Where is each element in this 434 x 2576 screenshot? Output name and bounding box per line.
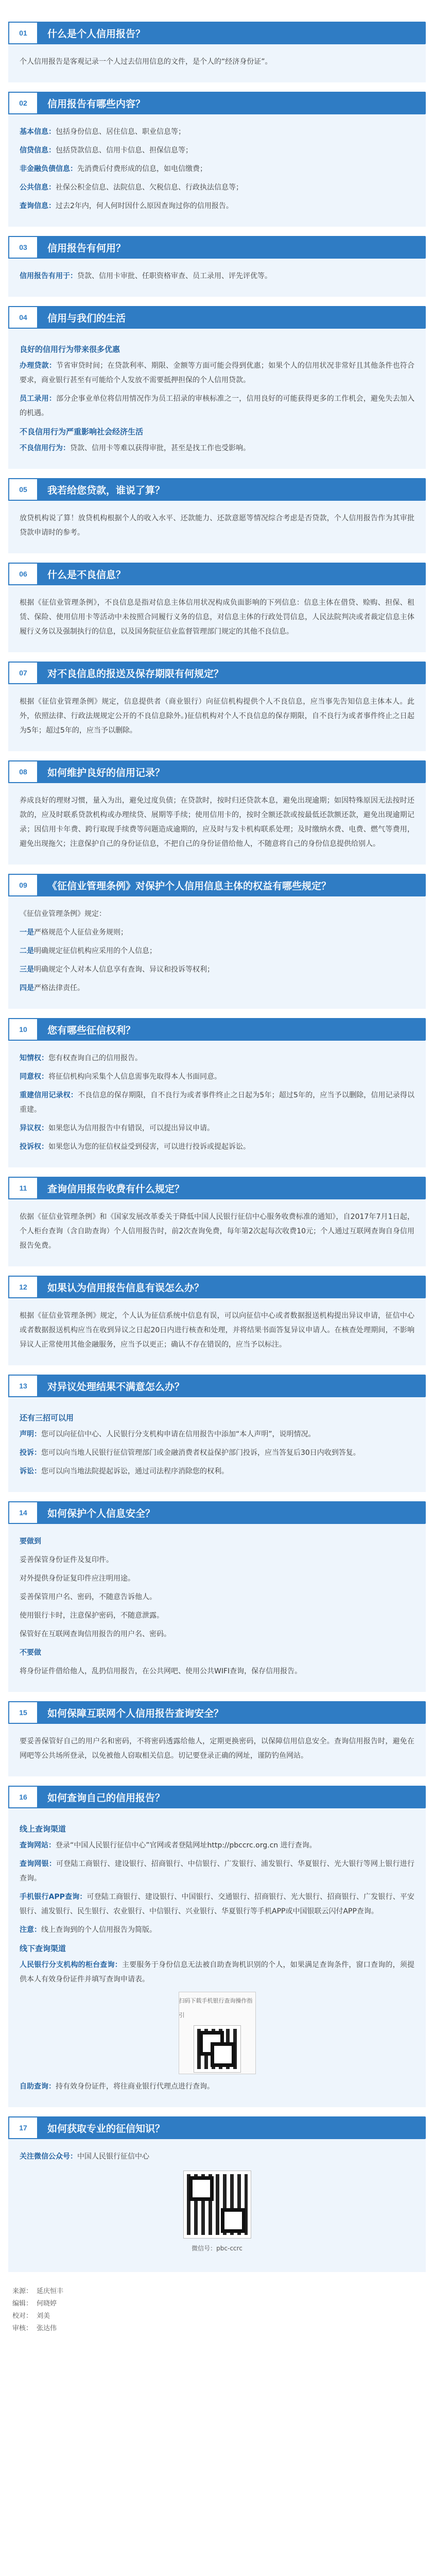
- paragraph: 养成良好的理财习惯，量入为出，避免过度负债；在贷款时，按时归还贷款本息，避免出现逾期；如因特殊原因无法按时还款的，应及时联系贷款机构或办理续贷、展期等手续；使用信用卡的，按时全额还款或按最低还款额还款，避免出现逾期记录；因信用卡年费、跨行取现手续费等问题造成逾期的，应及时与发卡机构联系处理；及时缴纳水费、电费、燃气等费用，避免出现拖欠；注意保护自己的身份证信息，不把自己的身份证借给他人，不随意将自己的身份信息提供给别人。: [20, 796, 414, 848]
- term-label: 投诉权：: [20, 1143, 48, 1151]
- qr-caption: 微信号：pbc-ccrc: [192, 2245, 242, 2252]
- section-header: [8, 1177, 426, 1199]
- section-header: [8, 478, 426, 501]
- section-body: [8, 1298, 426, 1365]
- paragraph: [20, 1923, 414, 1937]
- section-title: 如何获取专业的征信知识？: [47, 2123, 165, 2134]
- paragraph: [20, 1958, 414, 1987]
- paragraph: [20, 1121, 414, 1136]
- article-footer: [8, 2285, 426, 2335]
- section-body: [8, 501, 426, 553]
- section-01: [8, 22, 426, 82]
- term-text: 严格规范个人征信业务规则；: [34, 928, 128, 937]
- term-label: 声明：: [20, 1430, 41, 1438]
- app-guide-caption: 扫码下载手机银行查询操作指引: [179, 1997, 253, 2019]
- section-title: 信用与我们的生活: [47, 313, 126, 324]
- section-number: 01: [8, 22, 38, 44]
- term-label: 基本信息：: [20, 128, 56, 136]
- section-body: [8, 1199, 426, 1266]
- section-title: 我若给您贷款，谁说了算？: [47, 485, 165, 496]
- term-text: 登录“中国人民银行征信中心”官网或者登陆网址http://pbccrc.org.cn 进行查询。: [56, 1841, 317, 1850]
- section-number: 03: [8, 236, 38, 259]
- footer-line: [12, 2323, 426, 2335]
- paragraph: [20, 125, 414, 139]
- paragraph: [20, 359, 414, 387]
- term-label: 一是: [20, 928, 34, 937]
- term-label: 不良信用行为：: [20, 444, 70, 452]
- term-text: 贷款、信用卡审批、任职资格审查、员工录用、评先评优等。: [77, 272, 272, 280]
- term-label: 查询信息：: [20, 202, 56, 210]
- section-body: [8, 1397, 426, 1492]
- footer-label: 来源：: [12, 2287, 33, 2295]
- section-title: 您有哪些征信权利？: [47, 1025, 136, 1036]
- section-header: [8, 1018, 426, 1041]
- paragraph: [20, 392, 414, 420]
- subheading: 线上查询渠道: [20, 1824, 66, 1834]
- section-title: 信用报告有哪些内容？: [47, 98, 146, 110]
- paragraph: [20, 1446, 414, 1460]
- section-header: [8, 236, 426, 259]
- section-number: 09: [8, 874, 38, 896]
- footer-label: 审核：: [12, 2325, 33, 2332]
- section-13: [8, 1375, 426, 1492]
- term-text: 先消费后付费形成的信息，如电信缴费；: [77, 165, 207, 173]
- section-header: [8, 1276, 426, 1298]
- top-spacer: [8, 0, 426, 12]
- section-number: 15: [8, 1701, 38, 1724]
- term-text: 线上查询到的个人信用报告为简版。: [41, 1926, 157, 1934]
- section-header: [8, 22, 426, 44]
- term-label: 异议权：: [20, 1124, 48, 1132]
- term-label: 投诉：: [20, 1449, 41, 1457]
- term-text: 节省审贷时间；在贷款利率、期限、金额等方面可能会得到优惠；如果个人的信用状况非常好且其他条件也符合要求，商业银行甚至有可能给个人发放不需要抵押担保的个人信用贷款。: [20, 362, 415, 384]
- paragraph: 妥善保管用户名、密码，不随意告诉他人。: [20, 1593, 157, 1601]
- paragraph: 根据《征信业管理条例》规定，信息提供者（商业银行）向征信机构提供个人不良信息，应当事先告知信息主体本人。此外，依照法律、行政法规规定公开的不良信息除外。)征信机构对个人不良信息的保存期限，自不良行为或者事件终止之日起为5年；超过5年的，应当予以删除。: [20, 698, 414, 735]
- paragraph: 个人信用报告是客观记录一个人过去信用信息的文件，是个人的“经济身份证”。: [20, 58, 272, 66]
- term-text: 如果您认为信用报告中有错误，可以提出异议申请。: [48, 1124, 214, 1132]
- section-number: 14: [8, 1501, 38, 1524]
- paragraph: 《征信业管理条例》规定：: [20, 910, 106, 918]
- paragraph: [20, 162, 414, 176]
- section-title: 什么是个人信用报告？: [47, 28, 146, 40]
- paragraph: [20, 1140, 414, 1154]
- section-body: [8, 1524, 426, 1692]
- section-title: 如何查询自己的信用报告？: [47, 1792, 165, 1804]
- section-number: 05: [8, 478, 38, 501]
- term-text: 贷款、信用卡等难以获得审批，甚至是找工作也受影响。: [70, 444, 250, 452]
- term-text: 过去2年内，何人何时因什么原因查询过你的信用报告。: [56, 202, 233, 210]
- paragraph: [20, 1838, 414, 1853]
- wechat-qr[interactable]: [20, 2171, 414, 2256]
- paragraph: [20, 1534, 414, 1549]
- term-text: 持有效身份证件，将往商业银行代理点进行查询。: [56, 2082, 214, 2091]
- section-header: [8, 1786, 426, 1808]
- section-body: [8, 1041, 426, 1167]
- term-label: 诉讼：: [20, 1467, 41, 1476]
- section-number: 07: [8, 662, 38, 684]
- paragraph: [20, 1070, 414, 1084]
- term-label: 人民银行分支机构的柜台查询：: [20, 1961, 122, 1969]
- term-label: 三是: [20, 965, 34, 974]
- footer-value: 张达伟: [37, 2325, 57, 2332]
- section-11: [8, 1177, 426, 1266]
- section-number: 12: [8, 1276, 38, 1298]
- paragraph: [20, 1427, 414, 1442]
- section-title: 如何保障互联网个人信用报告查询安全？: [47, 1708, 224, 1719]
- term-label: 同意权：: [20, 1073, 48, 1081]
- paragraph: [20, 269, 414, 283]
- term-label: 关注微信公众号：: [20, 2153, 77, 2161]
- section-number: 02: [8, 92, 38, 114]
- section-header: [8, 874, 426, 896]
- footer-line: [12, 2310, 426, 2323]
- section-title: 如何保护个人信息安全？: [47, 1508, 155, 1519]
- paragraph: [20, 2079, 414, 2094]
- section-title: 对异议处理结果不满意怎么办？: [47, 1381, 185, 1393]
- section-header: [8, 92, 426, 114]
- footer-line: [12, 2285, 426, 2298]
- term-label: 查询网银：: [20, 1860, 57, 1868]
- paragraph: 保管好在互联网查询信用报告的用户名、密码。: [20, 1630, 171, 1638]
- section-10: [8, 1018, 426, 1167]
- term-text: 您可以向当地人民银行征信管理部门或金融消费者权益保护部门投诉，应当答复后30日内收到答复。: [41, 1449, 360, 1457]
- subheading: 不良信用行为严重影响社会经济生活: [20, 427, 144, 436]
- section-number: 06: [8, 563, 38, 585]
- section-header: [8, 760, 426, 783]
- section-number: 17: [8, 2116, 38, 2139]
- paragraph: 妥善保管身份证件及复印件。: [20, 1556, 113, 1564]
- section-06: [8, 563, 426, 652]
- section-16: [8, 1786, 426, 2107]
- paragraph: 根据《征信业管理条例》规定，个人认为征信系统中信息有误，可以向征信中心或者数据报送机构提出异议申请，征信中心或者数据报送机构应当在收到异议之日起20日内进行核查和处理，并将结果书面答复异议申请人。在核查处理期间，不影响异议人正常使用其他金融服务，应当予以更正；确认不存在错误的，应当予以标注。: [20, 1312, 414, 1349]
- paragraph: 将身份证件借给他人，乱扔信用报告，在公共网吧、使用公共WIFI查询，保存信用报告。: [20, 1667, 302, 1675]
- subheading: 良好的信用行为带来很多优惠: [20, 345, 120, 354]
- paragraph: [20, 143, 414, 158]
- term-label: 信用报告有用于：: [20, 272, 77, 280]
- term-text: 严格法律责任。: [34, 984, 84, 992]
- paragraph: [20, 1890, 414, 1919]
- term-text: 包括贷款信息、信用卡信息、担保信息等；: [56, 146, 193, 155]
- subheading: 线下查询渠道: [20, 1944, 66, 1953]
- term-text: 明确规定个人对本人信息享有查询、异议和投诉等权利；: [34, 965, 214, 974]
- paragraph: [20, 925, 414, 940]
- section-list: [8, 22, 426, 2272]
- section-title: 如何维护良好的信用记录？: [47, 767, 165, 778]
- term-text: 您有权查询自己的信用报告。: [48, 1054, 142, 1062]
- section-number: 11: [8, 1177, 38, 1199]
- section-body: [8, 2139, 426, 2272]
- section-header: [8, 1375, 426, 1397]
- term-label: 手机银行APP查询：: [20, 1893, 87, 1901]
- term-label: 查询网站：: [20, 1841, 56, 1850]
- section-number: 10: [8, 1018, 38, 1041]
- paragraph: [20, 1646, 414, 1660]
- section-14: [8, 1501, 426, 1692]
- section-body: [8, 259, 426, 297]
- qr-code-icon: [194, 2026, 240, 2072]
- term-label: 公共信息：: [20, 183, 56, 192]
- section-09: [8, 874, 426, 1009]
- section-body: [8, 585, 426, 652]
- term-label: 自助查询：: [20, 2082, 56, 2091]
- term-label: 信贷信息：: [20, 146, 56, 155]
- section-02: [8, 92, 426, 227]
- section-header: [8, 1701, 426, 1724]
- paragraph: [20, 1088, 414, 1117]
- subheading: 还有三招可以用: [20, 1413, 74, 1422]
- section-header: [8, 2116, 426, 2139]
- term-text: 明确规定征信机构应采用的个人信息；: [34, 947, 157, 955]
- section-title: 如果认为信用报告信息有误怎么办？: [47, 1282, 204, 1294]
- footer-value: 刘美: [37, 2312, 50, 2320]
- term-text: 主要服务于身份信息无法被自助查询机识别的个人，如果满足查询条件，窗口查询的，须提供本人有效身份证件并填写查询申请表。: [20, 1961, 414, 1984]
- term-text: 社保公积金信息、法院信息、欠税信息、行政执法信息等；: [56, 183, 243, 192]
- section-15: [8, 1701, 426, 1776]
- section-body: [8, 1724, 426, 1776]
- term-text: 包括身份信息、居住信息、职业信息等；: [56, 128, 185, 136]
- section-number: 16: [8, 1786, 38, 1808]
- footer-label: 编辑：: [12, 2300, 33, 2308]
- term-label: 员工录用：: [20, 395, 57, 403]
- footer-value: 延庆恒丰: [37, 2287, 64, 2295]
- section-05: [8, 478, 426, 553]
- paragraph: [20, 1857, 414, 1886]
- paragraph: 依据《征信业管理条例》和《国家发展改革委关于降低中国人民银行征信中心服务收费标准的通知》，自2017年7月1日起，个人柜台查询（含自助查询）个人信用报告时，前2次查询免费，每年第2次起每次收费10元；个人通过互联网查询自身信用报告免费。: [20, 1213, 414, 1250]
- term-text: 部分企事业单位将信用情况作为员工招录的审核标准之一，信用良好的可能获得更多的工作机会，避免失去加入的机遇。: [20, 395, 415, 417]
- footer-label: 校对：: [12, 2312, 33, 2320]
- section-header: [8, 1501, 426, 1524]
- term-label: 注意：: [20, 1926, 41, 1934]
- term-text: 可登陆工商银行、建设银行、中国银行、交通银行、招商银行、光大银行、招商银行、广发银行、平安银行、浦发银行、民生银行、农业银行、中信银行、兴业银行、华夏银行等手机APP或中国银联云闪付APP查询。: [20, 1893, 415, 1916]
- paragraph: [20, 944, 414, 958]
- section-header: [8, 306, 426, 329]
- term-label: 要做到: [20, 1537, 41, 1546]
- paragraph: 根据《征信业管理条例》，不良信息是指对信息主体信用状况构成负面影响的下列信息：信息主体在借贷、赊购、担保、租赁、保险、使用信用卡等活动中未按照合同履行义务的信息，对信息主体的行政处罚信息，人民法院判决或者裁定信息主体履行义务以及强制执行的信息，以及国务院征信业监督管理部门规定的其他不良信息。: [20, 599, 414, 636]
- section-header: [8, 662, 426, 684]
- section-title: 信用报告有何用？: [47, 243, 126, 254]
- term-text: 中国人民银行征信中心: [77, 2153, 149, 2161]
- section-body: [8, 44, 426, 82]
- section-body: [8, 896, 426, 1009]
- term-text: 可登陆工商银行、建设银行、招商银行、中信银行、广发银行、浦发银行、华夏银行、光大银行等网上银行进行查询。: [20, 1860, 415, 1883]
- term-label: 知情权：: [20, 1054, 48, 1062]
- term-text: 不良信息的保存期限，自不良行为或者事件终止之日起为5年；超过5年的，应当予以删除，信用记录得以重建。: [20, 1091, 415, 1114]
- paragraph: 使用银行卡时，注意保护密码，不随意泄露。: [20, 1612, 164, 1620]
- paragraph: [20, 180, 414, 195]
- section-body: [8, 114, 426, 227]
- term-label: 四是: [20, 984, 34, 992]
- term-text: 您可以向当地法院提起诉讼，通过司法程序消除您的权利。: [41, 1467, 229, 1476]
- term-label: 不要做: [20, 1649, 41, 1657]
- app-guide-image: [179, 1992, 256, 2074]
- term-text: 将征信机构向采集个人信息需事先取得本人书面同意。: [48, 1073, 221, 1081]
- paragraph: [20, 1464, 414, 1479]
- paragraph: [20, 2149, 414, 2164]
- paragraph: 对外提供身份证复印件应注明用途。: [20, 1574, 135, 1583]
- paragraph: 要妥善保管好自己的用户名和密码，不将密码透露给他人，定期更换密码，以保障信用信息安全。查询信用报告时，避免在网吧等公共场所登录，以免被他人窃取相关信息。切记要登录正确的网址，谨防钓鱼网站。: [20, 1737, 414, 1760]
- term-label: 二是: [20, 947, 34, 955]
- section-body: [8, 1808, 426, 2107]
- section-title: 对不良信息的报送及保存期限有何规定？: [47, 668, 224, 680]
- section-number: 13: [8, 1375, 38, 1397]
- section-title: 《征信业管理条例》对保护个人信用信息主体的权益有哪些规定？: [47, 880, 332, 892]
- section-03: [8, 236, 426, 297]
- section-08: [8, 760, 426, 865]
- footer-value: 何晓婷: [37, 2300, 57, 2308]
- section-title: 查询信用报告收费有什么规定？: [47, 1183, 185, 1195]
- qr-code-icon: [184, 2171, 251, 2238]
- section-title: 什么是不良信息？: [47, 569, 126, 581]
- paragraph: [20, 981, 414, 995]
- paragraph: [20, 1051, 414, 1065]
- section-number: 08: [8, 760, 38, 783]
- section-body: [8, 783, 426, 865]
- section-number: 04: [8, 306, 38, 329]
- section-body: [8, 329, 426, 469]
- term-label: 办理贷款：: [20, 362, 57, 370]
- section-12: [8, 1276, 426, 1365]
- section-04: [8, 306, 426, 469]
- section-header: [8, 563, 426, 585]
- section-body: [8, 684, 426, 751]
- paragraph: 放贷机构说了算！放贷机构根据个人的收入水平、还款能力、还款意愿等情况综合考虑是否贷款，个人信用报告作为其审批贷款申请时的参考。: [20, 514, 414, 537]
- paragraph: [20, 441, 414, 455]
- term-label: 非金融负债信息：: [20, 165, 77, 173]
- term-text: 您可以向征信中心、人民银行分支机构申请在信用报告中添加“本人声明”，说明情况。: [41, 1430, 316, 1438]
- footer-line: [12, 2298, 426, 2310]
- term-text: 如果您认为您的征信权益受到侵害，可以进行投诉或提起诉讼。: [48, 1143, 250, 1151]
- section-07: [8, 662, 426, 751]
- paragraph: [20, 199, 414, 213]
- term-label: 重建信用记录权：: [20, 1091, 78, 1099]
- section-17: [8, 2116, 426, 2272]
- paragraph: [20, 962, 414, 977]
